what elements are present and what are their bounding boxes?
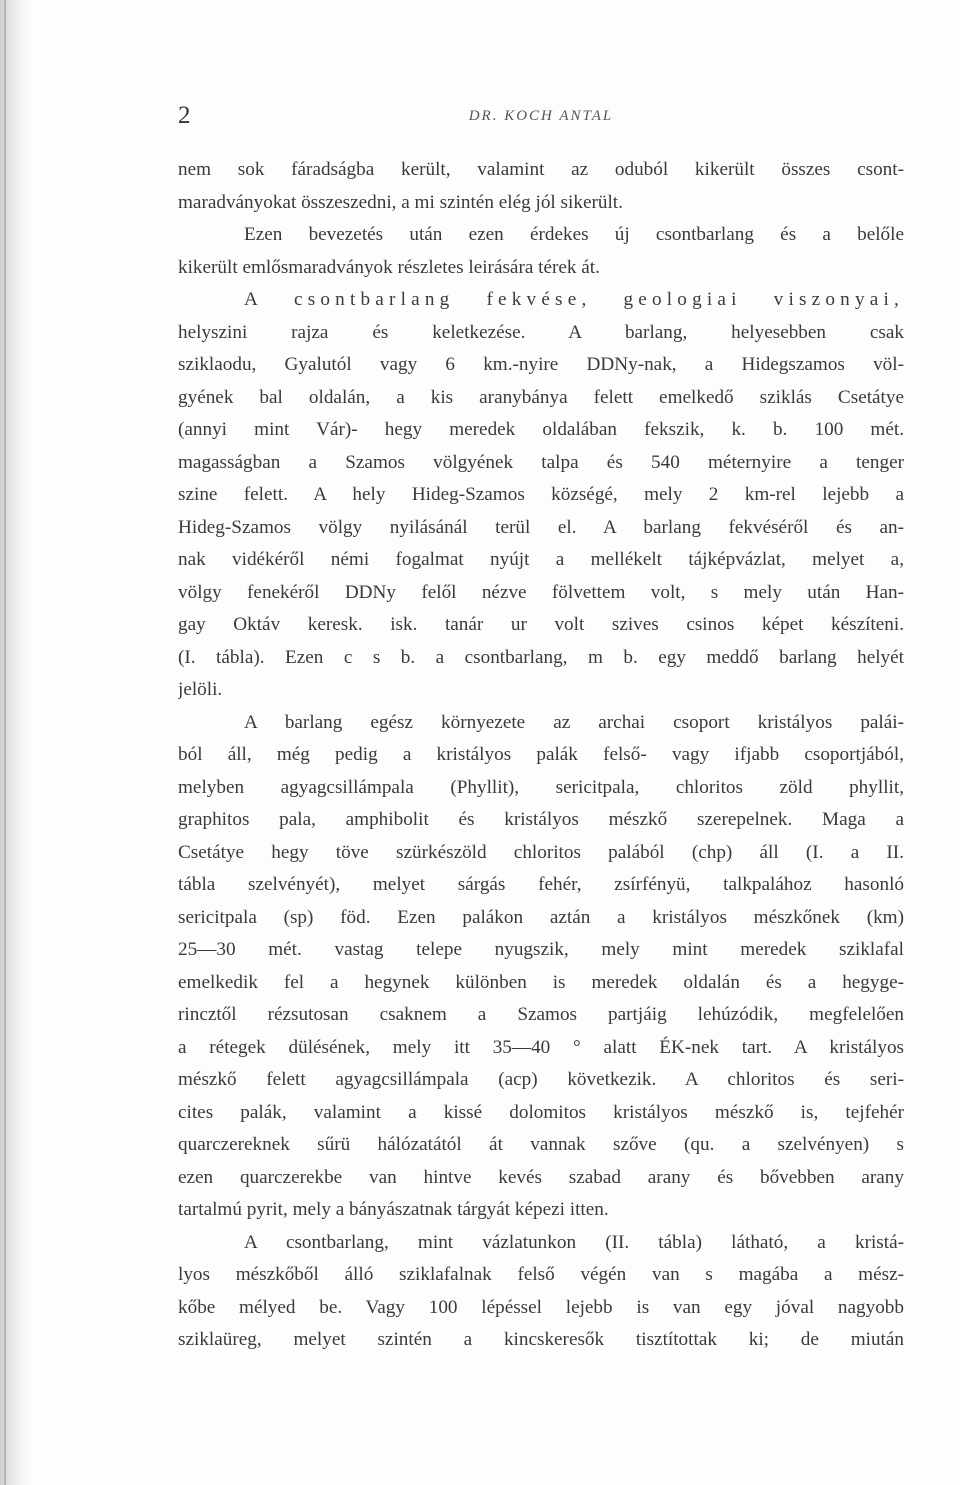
text-line: lyos mészkőből álló sziklafalnak felső végén van s magába a mész-: [178, 1264, 904, 1285]
text-line: Hideg-Szamos völgy nyilásánál terül el. A barlang fekvéséről és an-: [178, 516, 904, 538]
body-text: [178, 154, 904, 1357]
running-head: DR. KOCH ANTAL: [468, 108, 614, 124]
text-line: 25—30 mét. vastag telepe nyugszik, mely mint meredek sziklafal: [178, 939, 904, 960]
text-line: a rétegek dülésének, mely itt 35—40 ° alatt ÉK-nek tart. A kristályos: [178, 1036, 904, 1058]
text-line: kikerült emlősmaradványok részletes leirására térek át.: [178, 256, 600, 278]
text-line: Csetátye hegy töve szürkészöld chloritos palából (chp) áll (I. a II.: [178, 841, 904, 863]
text-line: cites palák, valamint a kissé dolomitos kristályos mészkő is, tejfehér: [178, 1101, 904, 1123]
text-line: maradványokat összeszedni, a mi szintén elég jól sikerült.: [178, 191, 623, 213]
page-number: 2: [178, 102, 191, 129]
text-line: völgy fenekéről DDNy felől nézve fölvettem volt, s mely után Han-: [178, 581, 904, 603]
text-line: emelkedik fel a hegynek különben is meredek oldalán és a hegyge-: [178, 971, 904, 993]
text-line: A csontbarlang, mint vázlatunkon (II. tábla) látható, a kristá-: [244, 1231, 904, 1253]
text-line: nak vidékéről némi fogalmat nyújt a mellékelt tájképvázlat, melyet a,: [178, 549, 904, 570]
section-heading-line: A csontbarlang fekvése, geologiai viszonyai,: [244, 289, 904, 310]
text-line: mészkő felett agyagcsillámpala (acp) következik. A chloritos és seri-: [178, 1069, 904, 1090]
text-line: gay Oktáv keresk. isk. tanár ur volt szives csinos képet készíteni.: [178, 614, 904, 635]
text-line: jelöli.: [178, 679, 223, 700]
text-line: szine felett. A hely Hideg-Szamos községé, mely 2 km-rel lejebb a: [178, 484, 904, 505]
text-line: rincztől rézsutosan csaknem a Szamos partjáig lehúzódik, megfelelően: [178, 1004, 904, 1025]
text-line: tartalmú pyrit, mely a bányászatnak tárgyát képezi itten.: [178, 1199, 609, 1220]
text-line: nem sok fáradságba került, valamint az oduból kikerült összes csont-: [178, 159, 904, 180]
text-line: graphitos pala, amphibolit és kristályos mészkő szerepelnek. Maga a: [178, 809, 904, 830]
text-line: magasságban a Szamos völgyének talpa és 540 méternyire a tenger: [178, 451, 904, 473]
text-line: ezen quarczerekbe van hintve kevés szabad arany és bővebben arany: [178, 1166, 904, 1188]
text-line: kőbe mélyed be. Vagy 100 lépéssel lejebb is van egy jóval nagyobb: [178, 1296, 904, 1318]
text-line: A barlang egész környezete az archai csoport kristályos palái-: [244, 711, 904, 733]
text-line: quarczereknek sűrü hálózatától át vannak szőve (qu. a szelvényen) s: [178, 1134, 904, 1155]
page-header: [178, 92, 904, 132]
text-line: (I. tábla). Ezen c s b. a csontbarlang, m b. egy meddő barlang helyét: [178, 646, 904, 668]
text-line: ból áll, még pedig a kristályos palák felső- vagy ifjabb csoportjából,: [178, 744, 904, 765]
text-line: sziklaüreg, melyet szintén a kincskeresők tisztítottak ki; de miután: [178, 1329, 904, 1350]
text-line: melyben agyagcsillámpala (Phyllit), sericitpala, chloritos zöld phyllit,: [178, 776, 904, 798]
section-heading-line: helyszini rajza és keletkezése. A barlang, helyesebben csak: [178, 321, 904, 343]
binding-edge-line: [4, 0, 6, 1485]
text-line: sziklaodu, Gyalutól vagy 6 km.-nyire DDNy-nak, a Hidegszamos völ-: [178, 354, 904, 375]
text-line: gyének bal oldalán, a kis aranybánya felett emelkedő sziklás Csetátye: [178, 386, 904, 408]
text-line: sericitpala (sp) föd. Ezen palákon aztán a kristályos mészkőnek (km): [178, 906, 904, 928]
text-line: tábla szelvényét), melyet sárgás fehér, zsírfényü, talkpalához hasonló: [178, 874, 904, 895]
text-line: Ezen bevezetés után ezen érdekes új csontbarlang és a belőle: [244, 224, 904, 245]
text-line: (annyi mint Vár)- hegy meredek oldalában fekszik, k. b. 100 mét.: [178, 419, 904, 440]
